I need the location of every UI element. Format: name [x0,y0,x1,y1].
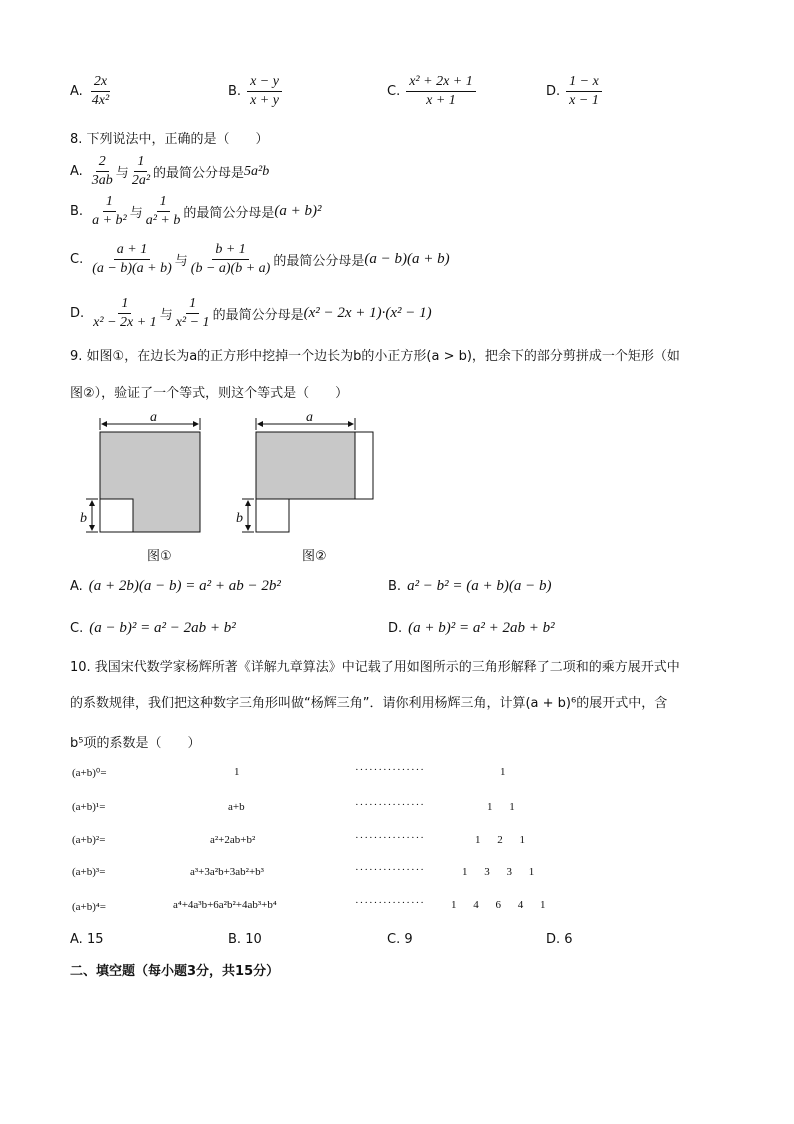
denominator: x² − 1 [175,315,210,330]
yh-row-0-coeffs: 1 [500,766,506,778]
result-expression: (a − b)(a + b) [364,251,450,267]
yh-row-3-lhs: (a+b)³= [72,866,106,878]
numerator: x² + 2x + 1 [406,74,476,92]
option-label: C. [70,252,84,267]
result-expression: (x² − 2x + 1)·(x² − 1) [303,305,432,321]
q9-stem-line2: 图②），验证了一个等式，则这个等式是（ ） [70,386,349,401]
result-expression: 5a²b [244,163,270,179]
q8-option-a [70,154,269,189]
q9-option-a [70,578,281,595]
option-label: D. [546,84,561,99]
denominator: 3ab [91,173,113,188]
q10-option-c: C. 9 [387,932,413,947]
option-label: D. [388,621,403,636]
fig2-caption: 图② [302,549,327,564]
denominator: (a − b)(a + b) [92,261,172,276]
denominator: x² − 2x + 1 [93,315,157,330]
option-expression: a² − b² = (a + b)(a − b) [407,578,552,594]
q7-option-d [546,74,602,109]
q7-option-c [387,74,476,109]
q10-option-b: B. 10 [228,932,262,947]
q7-option-a [70,74,112,109]
denominator: (b − a)(b + a) [190,261,271,276]
q8-option-b [70,194,322,229]
denominator: 2a² [131,173,151,188]
suffix-text: 的最简公分母是 [183,206,275,221]
denominator: 4x² [91,93,110,108]
option-label: C. [387,84,401,99]
q10-stem-line1: 10. 我国宋代数学家杨辉所著《详解九章算法》中记载了用如图所示的三角形解释了二项和的乘方展开式中 [70,660,680,675]
denominator: x + y [250,93,279,108]
connector: 与 [174,254,188,269]
numerator: a + 1 [114,242,150,260]
yh-row-2-coeffs: 1 2 1 [475,834,525,846]
denominator: x + 1 [426,93,456,108]
fig1-caption: 图① [147,549,172,564]
yh-row-1-coeffs: 1 1 [487,801,515,813]
yh-row-0-lhs: (a+b)⁰= [72,767,107,779]
q7-option-b [228,74,282,109]
option-label: A. [70,164,83,179]
yh-row-2-lhs: (a+b)²= [72,834,106,846]
denominator: x − 1 [569,93,599,108]
numerator: 1 [103,194,116,212]
fig2-dim-a: a [306,410,313,425]
yh-row-4-coeffs: 1 4 6 4 1 [451,899,546,911]
q10-stem-line2: 的系数规律，我们把这种数字三角形叫做“杨辉三角”．请你利用杨辉三角，计算(a + b)⁶的展开式中，含 [70,696,668,711]
connector: 与 [159,308,173,323]
option-label: B. [388,579,402,594]
yh-row-4-lhs: (a+b)⁴= [72,901,106,913]
q9-option-c [70,620,236,637]
connector: 与 [115,166,129,181]
yh-row-3-coeffs: 1 3 3 1 [462,866,535,878]
option-label: A. [70,84,83,99]
yh-row-1-expansion: a+b [228,801,245,813]
yh-row-0-expansion: 1 [234,766,240,778]
q9-stem-line1: 9. 如图①，在边长为a的正方形中挖掉一个边长为b的小正方形(a > b)，把余下的部分剪拼成一个矩形（如 [70,349,680,364]
yh-row-1-lhs: (a+b)¹= [72,801,106,813]
q9-option-d [388,620,555,637]
option-label: C. [70,621,84,636]
option-expression: (a + 2b)(a − b) = a² + ab − 2b² [88,578,281,594]
option-expression: (a − b)² = a² − 2ab + b² [89,620,236,636]
numerator: b + 1 [212,242,248,260]
numerator: x − y [247,74,282,92]
fig1-dim-b: b [80,511,87,526]
option-expression: (a + b)² = a² + 2ab + b² [408,620,555,636]
yh-row-3-dots: ··············· [355,864,425,876]
numerator: 2 [96,154,109,172]
q8-option-d [70,296,432,331]
yh-row-4-expansion: a⁴+4a³b+6a²b²+4ab³+b⁴ [173,899,277,911]
numerator: 1 [118,296,131,314]
q10-option-d: D. 6 [546,932,573,947]
suffix-text: 的最简公分母是 [212,308,304,323]
q9-figures [70,408,390,568]
yh-row-2-dots: ··············· [355,832,425,844]
option-label: A. [70,579,83,594]
suffix-text: 的最简公分母是 [153,166,245,181]
yh-row-2-expansion: a²+2ab+b² [210,834,256,846]
numerator: 1 − x [566,74,602,92]
yh-row-0-dots: ··············· [355,764,425,776]
numerator: 1 [134,154,147,172]
figure-2-diagram [242,418,373,532]
numerator: 2x [91,74,110,92]
yh-row-3-expansion: a³+3a²b+3ab²+b³ [190,866,264,878]
numerator: 1 [157,194,170,212]
section-2-title: 二、填空题（每小题3分，共15分） [70,964,280,979]
option-label: D. [70,306,85,321]
option-label: B. [70,204,84,219]
numerator: 1 [186,296,199,314]
q8-option-c [70,242,450,277]
figure-1-diagram [86,418,200,532]
result-expression: (a + b)² [274,203,322,219]
denominator: a² + b [145,213,181,228]
yh-row-4-dots: ··············· [355,897,425,909]
denominator: a + b² [92,213,127,228]
suffix-text: 的最简公分母是 [273,254,365,269]
q9-option-b [388,578,552,595]
fig1-dim-a: a [150,410,157,425]
option-label: B. [228,84,242,99]
q10-stem-line3: b⁵项的系数是（ ） [70,736,201,751]
q10-option-a: A. 15 [70,932,104,947]
q8-stem: 8. 下列说法中，正确的是（ ） [70,132,269,147]
yh-row-1-dots: ··············· [355,799,425,811]
fig2-dim-b: b [236,511,243,526]
connector: 与 [129,206,143,221]
